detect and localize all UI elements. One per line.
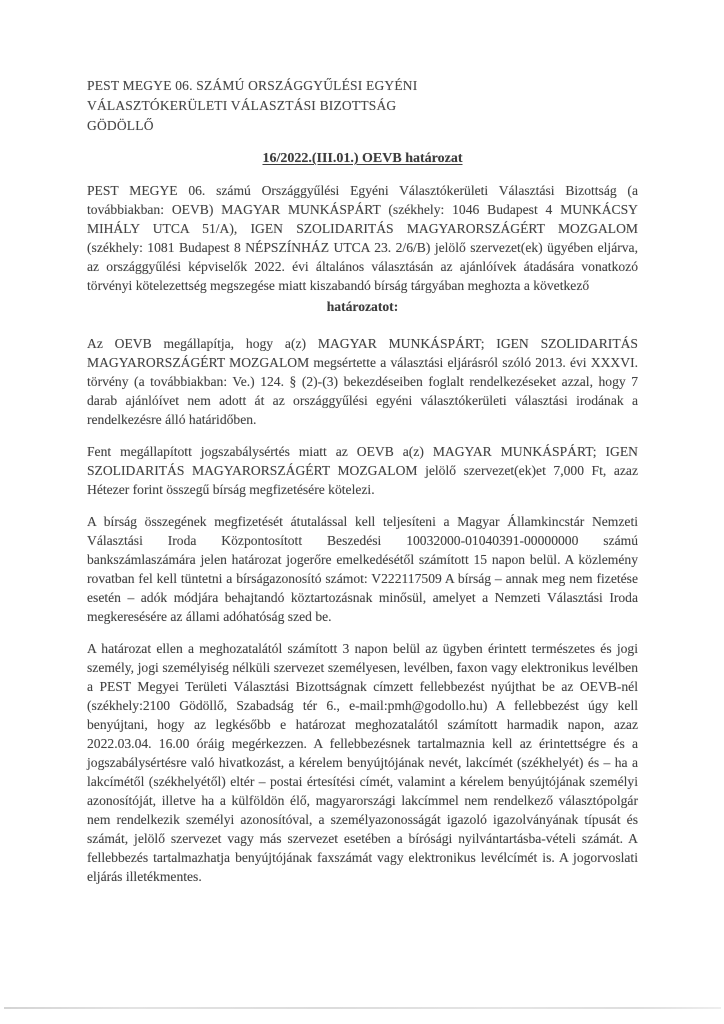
document-title-text: 16/2022.(III.01.) OEVB határozat: [262, 151, 463, 166]
intro-paragraph: PEST MEGYE 06. számú Országgyűlési Egyéni Választókerületi Választási Bizottság (a továbbiakban: OEVB) MAGYAR MUNKÁSPÁRT (székhely: 1046 Budapest 4 MUNKÁCSY MIHÁLY UTCA 51/A), IGEN SZOLIDARITÁS MAGYARORSZÁGÉRT MOZGALOM (székhely: 1081 Budapest 8 NÉPSZÍNHÁZ UTCA 23. 2/6/B) jelölő szervezet(ek) ügyében eljárva, az országgyűlési képviselők 2022. évi általános választásán az ajánlóívek átadására vonatkozó törvényi kötelezettség megszegése miatt kiszabandó bírság tárgyában meghozta a következő: [87, 183, 638, 293]
decision-heading: határozatot:: [326, 299, 399, 314]
scan-edge-artifact: [4, 1007, 721, 1009]
letterhead: [87, 76, 638, 136]
body-paragraph-decision: Az OEVB megállapítja, hogy a(z) MAGYAR MUNKÁSPÁRT; IGEN SZOLIDARITÁS MAGYARORSZÁGÉRT MOZGALOM megsértette a választási eljárásról szóló 2013. évi XXXVI. törvény (a továbbiakban: Ve.) 124. § (2)-(3) bekezdéseiben foglalt rendelkezéseket azzal, hogy 7 darab ajánlóívet nem adott át az országgyűlési egyéni választókerületi választási irodának a rendelkezésre álló határidőben.: [87, 336, 638, 427]
letterhead-line-1: PEST MEGYE 06. SZÁMÚ ORSZÁGGYŰLÉSI EGYÉNI: [87, 78, 418, 93]
letterhead-line-3: GÖDÖLLŐ: [87, 118, 154, 133]
body-paragraph-payment: A bírság összegének megfizetését átutalással kell teljesíteni a Magyar Államkincstár Nemzeti Választási Iroda Központosított Beszedési 10032000-01040391-00000000 számú bankszámlaszámára jelen határozat jogerőre emelkedésétől számított 15 napon belül. A közlemény rovatban fel kell tüntetni a bírságazonosító számot: V222117509 A bírság – annak meg nem fizetése esetén – adók módjára behajtandó köztartozásnak minősül, amelyet a Nemzeti Választási Iroda megkeresésére az állami adóhatóság szed be.: [87, 514, 638, 624]
body-paragraph-fine: Fent megállapított jogszabálysértés miatt az OEVB a(z) MAGYAR MUNKÁSPÁRT; IGEN SZOLIDARITÁS MAGYARORSZÁGÉRT MOZGALOM jelölő szervezet(ek)et 7,000 Ft, azaz Hétezer forint összegű bírság megfizetésére kötelezi.: [87, 444, 638, 497]
document-title: [87, 151, 638, 167]
document-content: [87, 76, 638, 899]
body-paragraph-appeal: A határozat ellen a meghozatalától számított 3 napon belül az ügyben érintett természetes és jogi személy, jogi személyiség nélküli szervezet személyesen, levélben, faxon vagy elektronikus levélben a PEST Megyei Területi Választási Bizottságnak címzett fellebbezést nyújthat be az OEVB-nél (székhely:2100 Gödöllő, Szabadság tér 6., e-mail:pmh@godollo.hu) A fellebbezést úgy kell benyújtani, hogy az legkésőbb e határozat meghozatalától számított harmadik napon, azaz 2022.03.04. 16.00 óráig megérkezzen. A fellebbezésnek tartalmaznia kell az érintettségre és a jogszabálysértésre való hivatkozást, a kérelem benyújtójának nevét, lakcímét (székhelyét) és – ha a lakcímétől (székhelyétől) eltér – postai értesítési címét, valamint a kérelem benyújtójának személyi azonosítóját, illetve ha a külföldön élő, magyarországi lakcímmel nem rendelkező választópolgár nem rendelkezik személyi azonosítóval, a személyazonosságát igazoló igazolványának típusát és számát, jelölő szervezet vagy más szervezet esetében a bírósági nyilvántartásba-vételi számát. A fellebbezés tartalmazhatja benyújtójának faxszámát vagy elektronikus levélcímét is. A jogorvoslati eljárás illetékmentes.: [87, 641, 638, 884]
letterhead-line-2: VÁLASZTÓKERÜLETI VÁLASZTÁSI BIZOTTSÁG: [87, 98, 397, 113]
